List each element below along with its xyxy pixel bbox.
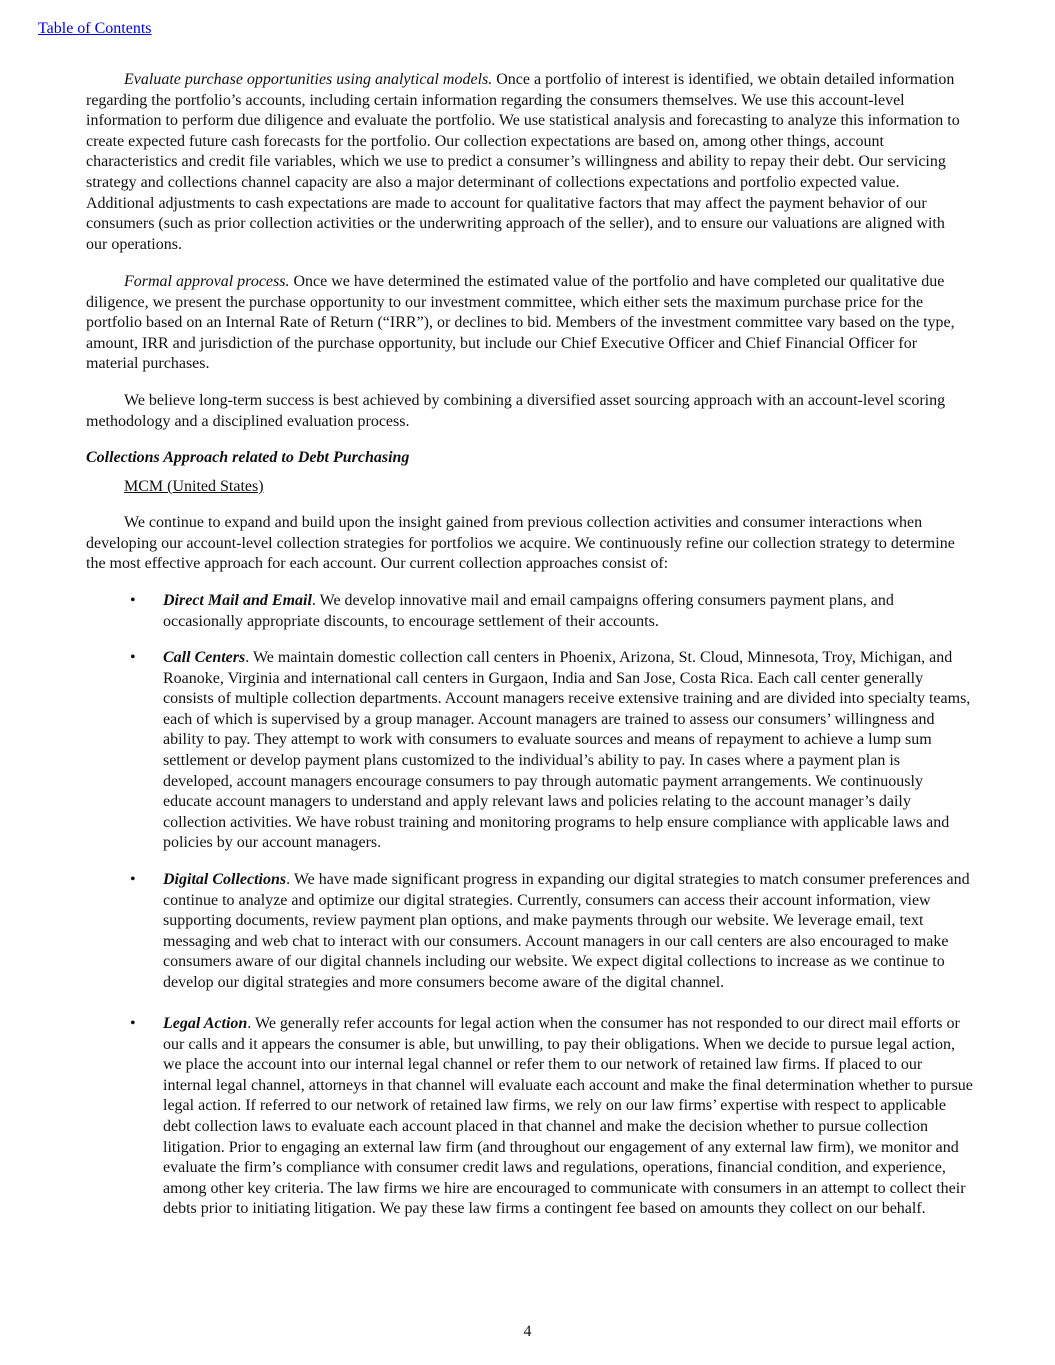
bullet-title: Call Centers xyxy=(163,649,246,666)
bullet-marker: • xyxy=(130,649,136,666)
paragraph-lead-analytical-models: Evaluate purchase opportunities using analytical models. xyxy=(124,71,493,88)
paragraph-collection-strategies: We continue to expand and build upon the insight gained from previous collection activities and consumer interactions when developing our account-level collection strategies for portfolios we acquire. We continuously refine our collection strategy to determine the most effective approach for each account. Our current collection approaches consist of: xyxy=(86,514,955,573)
bullet-marker: • xyxy=(130,871,136,888)
bullet-item-digital-collections xyxy=(163,870,973,994)
section-subheading: MCM (United States) xyxy=(124,478,264,495)
bullet-marker: • xyxy=(130,592,136,609)
bullet-title: Digital Collections xyxy=(163,871,287,888)
bullet-title: Direct Mail and Email xyxy=(163,592,312,609)
bullet-item-call-centers xyxy=(163,648,973,854)
bullet-marker: • xyxy=(130,1015,136,1032)
paragraph-body-formal-approval: Once we have determined the estimated value of the portfolio and have completed our qualitative due diligence, we present the purchase opportunity to our investment committee, which either sets the maximum purchase price for the portfolio based on an Internal Rate of Return (“IRR”), or declines to bid. Members of the investment committee vary based on the type, amount, IRR and jurisdiction of the purchase opportunity, but include our Chief Executive Officer and Chief Financial Officer for material purchases. xyxy=(86,273,955,373)
bullet-item-legal-action xyxy=(163,1014,973,1220)
bullet-title: Legal Action xyxy=(163,1015,248,1032)
bullet-body: . We develop innovative mail and email campaigns offering consumers payment plans, and occasionally appropriate discounts, to encourage settlement of their accounts. xyxy=(163,592,894,630)
page-number: 4 xyxy=(523,1323,532,1340)
paragraph-analytical-models xyxy=(86,70,970,255)
bullet-body: . We generally refer accounts for legal action when the consumer has not responded to our direct mail efforts or our calls and it appears the consumer is able, but unwilling, to pay their obligations. When we decide to pursue legal action, we place the account into our internal legal channel or refer them to our network of retained law firms. If placed to our internal legal channel, attorneys in that channel will evaluate each account and make the final determination whether to pursue legal action. If referred to our network of retained law firms, we rely on our law firms’ expertise with respect to applicable debt collection laws to evaluate each account placed in that channel and make the decision whether to pursue collection litigation. Prior to engaging an external law firm (and throughout our engagement of any external law firm), we monitor and evaluate the firm’s compliance with consumer credit laws and regulations, operations, financial condition, and experience, among other key criteria. The law firms we hire are encouraged to communicate with consumers in an attempt to collect their debts prior to initiating litigation. We pay these law firms a contingent fee based on amounts they collect on our behalf. xyxy=(163,1015,973,1218)
bullet-body: . We have made significant progress in expanding our digital strategies to match consumer preferences and continue to analyze and optimize our digital strategies. Currently, consumers can access their account information, view supporting documents, review payment plan options, and make payments through our website. We leverage email, text messaging and web chat to interact with our consumers. Account managers in our call centers are also encouraged to make consumers aware of our digital channels including our website. We expect digital collections to increase as we continue to develop our digital strategies and more consumers become aware of the digital channel. xyxy=(163,871,970,991)
bullet-body: . We maintain domestic collection call centers in Phoenix, Arizona, St. Cloud, Minnesota, Troy, Michigan, and Roanoke, Virginia and international call centers in Gurgaon, India and San Jose, Costa Rica. Each call center generally consists of multiple collection departments. Account managers receive extensive training and are divided into specialty teams, each of which is supervised by a group manager. Account managers are trained to assess our consumers’ willingness and ability to pay. They attempt to work with consumers to evaluate sources and means of repayment to achieve a lump sum settlement or develop payment plans customized to the individual’s ability to pay. In cases where a payment plan is developed, account managers encourage consumers to pay through automatic payment arrangements. We continuously educate account managers to understand and apply relevant laws and policies relating to the account manager’s daily collection activities. We have robust training and monitoring programs to help ensure compliance with applicable laws and policies by our account managers. xyxy=(163,649,971,852)
bullet-item-direct-mail xyxy=(163,591,973,632)
paragraph-long-term-success: We believe long-term success is best achieved by combining a diversified asset sourcing approach with an account-level scoring methodology and a disciplined evaluation process. xyxy=(86,392,946,430)
section-heading: Collections Approach related to Debt Purchasing xyxy=(86,449,410,466)
paragraph-formal-approval xyxy=(86,272,970,375)
paragraph-lead-formal-approval: Formal approval process. xyxy=(124,273,290,290)
table-of-contents-link[interactable]: Table of Contents xyxy=(38,20,152,37)
paragraph-body-analytical-models: Once a portfolio of interest is identified, we obtain detailed information regarding the portfolio’s accounts, including certain information regarding the consumers themselves. We use this account-level information to perform due diligence and evaluate the portfolio. We use statistical analysis and forecasting to analyze this information to create expected future cash forecasts for the portfolio. Our collection expectations are based on, among other things, account characteristics and credit file variables, which we use to predict a consumer’s willingness and ability to repay their debt. Our servicing strategy and collections channel capacity are also a major determinant of collections expectations and portfolio expected value. Additional adjustments to cash expectations are made to account for qualitative factors that may affect the payment behavior of our consumers (such as prior collection activities or the underwriting approach of the seller), and to ensure our valuations are aligned with our operations. xyxy=(86,71,960,253)
